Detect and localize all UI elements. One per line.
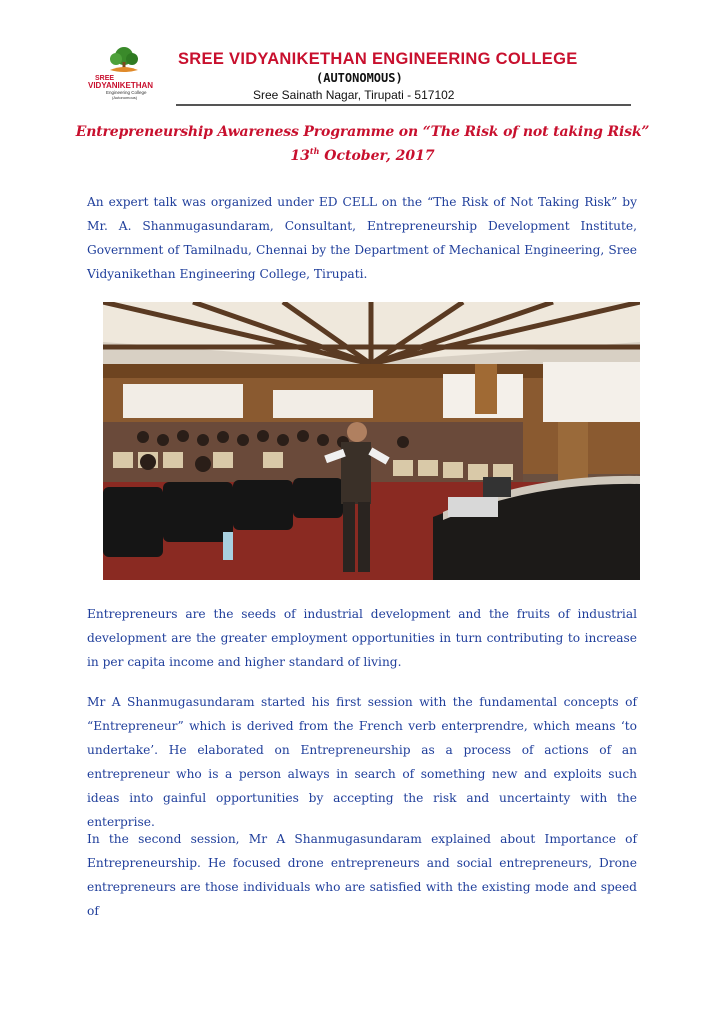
svg-text:SREE: SREE xyxy=(95,75,115,82)
session1-paragraph: Mr A Shanmugasundaram started his first session with the fundamental concepts of “Entrepreneur” which is derived from the French verb enterprendre, which means ‘to undertake’. He elaborated on Entrepreneurship as a process of actions of an entrepreneur who is a person always in search of something new and exploits such ideas into gainful opportunities by accepting the risk and uncertainty with the enterprise. xyxy=(87,695,637,829)
svg-text:VIDYANIKETHAN: VIDYANIKETHAN xyxy=(88,81,154,90)
session2-paragraph: In the second session, Mr A Shanmugasundaram explained about Importance of Entrepreneurship. He focused drone entrepreneurs and social entrepreneurs, Drone entrepreneurs are those individuals who are satisfied with the existing mode and speed of xyxy=(87,832,637,918)
svg-text:Engineering College: Engineering College xyxy=(106,90,147,95)
event-date-suffix: th xyxy=(309,146,320,156)
college-name: SREE VIDYANIKETHAN ENGINEERING COLLEGE xyxy=(178,50,578,68)
seeds-paragraph: Entrepreneurs are the seeds of industrial development and the fruits of industrial development are the greater employment opportunities in turn contributing to increase in per capita income and higher standard of living. xyxy=(87,607,637,669)
event-title: Entrepreneurship Awareness Programme on “The Risk of not taking Risk” xyxy=(75,124,650,140)
college-address: Sree Sainath Nagar, Tirupati - 517102 xyxy=(253,88,455,102)
intro-paragraph: An expert talk was organized under ED CELL on the “The Risk of Not Taking Risk” by Mr. A. Shanmugasundaram, Consultant, Entrepreneurship Development Institute, Government of Tamilnadu, Chennai by the Department of Mechanical Engineering, Sree Vidyanikethan Engineering College, Tirupati. xyxy=(87,195,637,281)
event-date xyxy=(0,148,725,164)
header-divider xyxy=(176,104,631,106)
svg-text:(Autonomous): (Autonomous) xyxy=(112,95,138,100)
event-photo xyxy=(103,302,640,580)
event-date-rest: October, 2017 xyxy=(319,148,435,164)
event-date-day: 13 xyxy=(290,148,310,164)
autonomous-label: (AUTONOMOUS) xyxy=(316,71,403,85)
college-logo-icon xyxy=(86,44,160,102)
